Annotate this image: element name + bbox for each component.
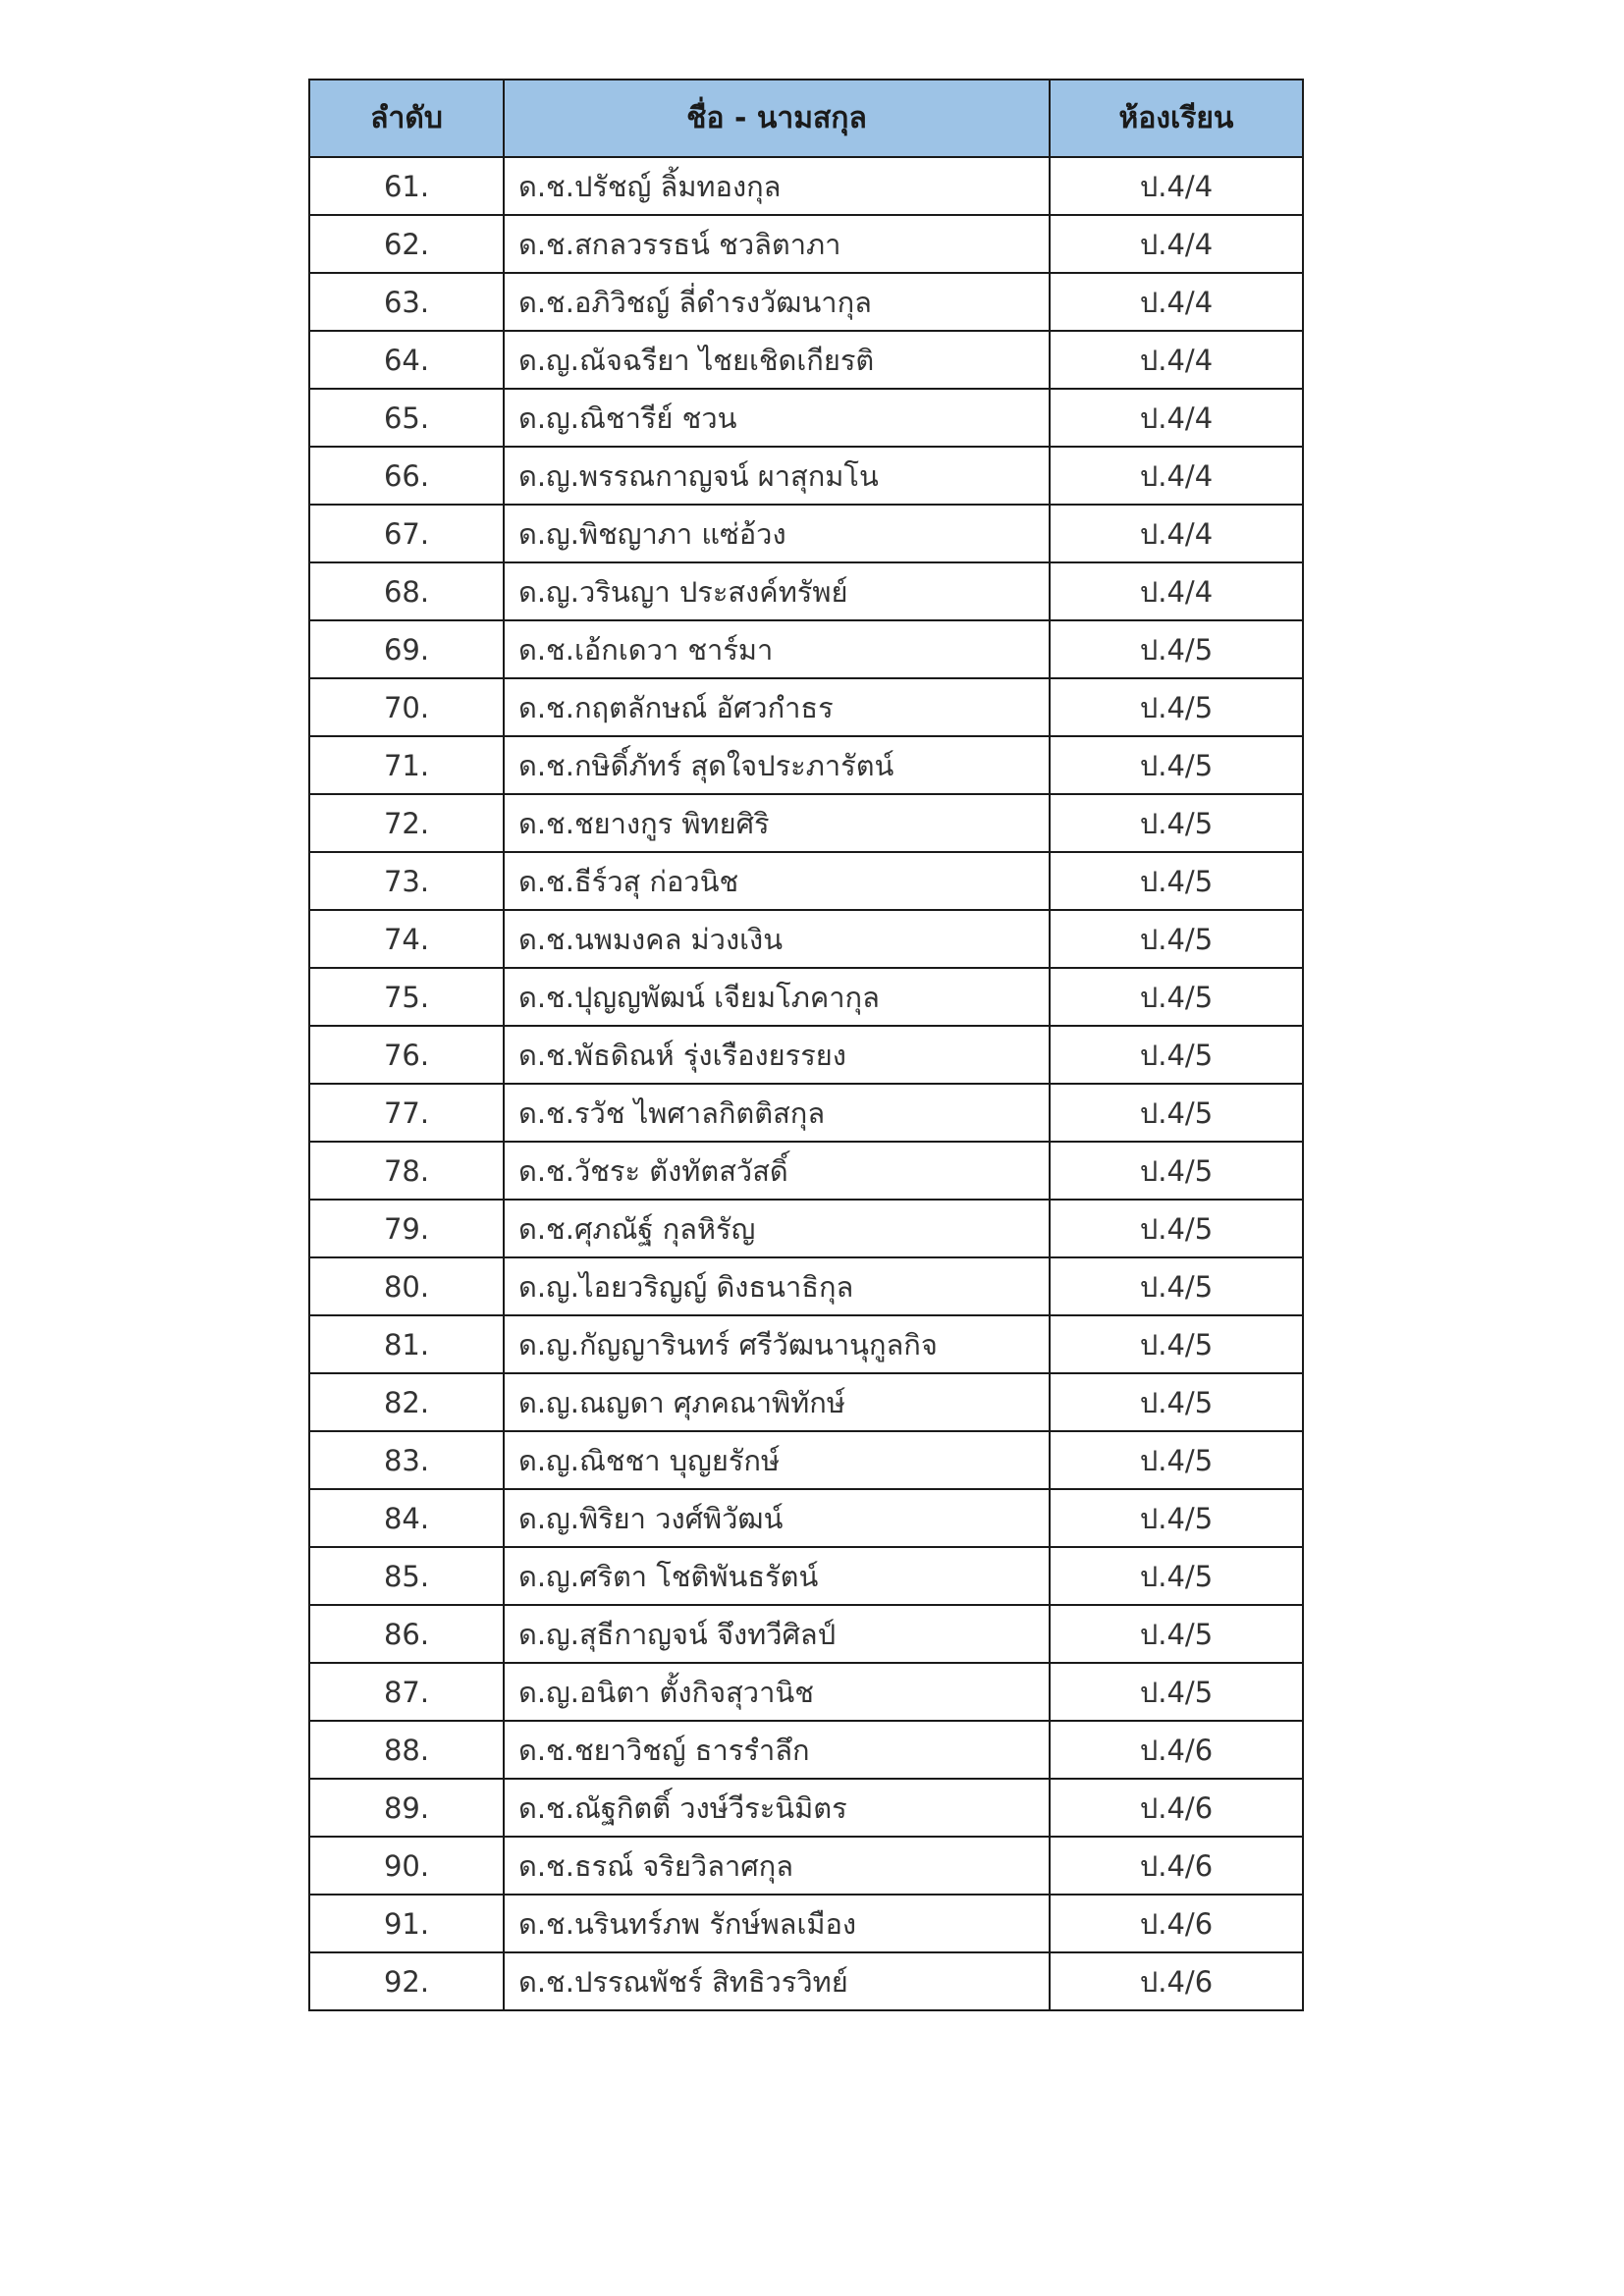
table-row xyxy=(309,1489,1303,1547)
classroom: ป.4/5 xyxy=(1050,736,1303,794)
row-number: 79. xyxy=(309,1200,504,1257)
table-row xyxy=(309,794,1303,852)
classroom: ป.4/5 xyxy=(1050,910,1303,968)
table-row xyxy=(309,620,1303,678)
student-name: ด.ญ.วรินญา ประสงค์ทรัพย์ xyxy=(504,562,1050,620)
student-name: ด.ญ.พิชญาภา แซ่อ้วง xyxy=(504,505,1050,562)
row-number: 81. xyxy=(309,1315,504,1373)
classroom: ป.4/5 xyxy=(1050,852,1303,910)
header-no: ลำดับ xyxy=(309,80,504,157)
row-number: 91. xyxy=(309,1895,504,1952)
student-name: ด.ช.อภิวิชญ์ ลี่ดำรงวัฒนากุล xyxy=(504,273,1050,331)
table-row xyxy=(309,1547,1303,1605)
row-number: 73. xyxy=(309,852,504,910)
student-name: ด.ญ.กัญญารินทร์ ศรีวัฒนานุกูลกิจ xyxy=(504,1315,1050,1373)
row-number: 61. xyxy=(309,157,504,215)
classroom: ป.4/4 xyxy=(1050,447,1303,505)
student-name: ด.ช.วัชระ ตังทัตสวัสดิ์ xyxy=(504,1142,1050,1200)
row-number: 71. xyxy=(309,736,504,794)
classroom: ป.4/5 xyxy=(1050,620,1303,678)
table-row xyxy=(309,1721,1303,1779)
classroom: ป.4/5 xyxy=(1050,1026,1303,1084)
student-name: ด.ช.นพมงคล ม่วงเงิน xyxy=(504,910,1050,968)
student-name: ด.ญ.ณัจฉรียา ไชยเชิดเกียรติ xyxy=(504,331,1050,389)
row-number: 90. xyxy=(309,1837,504,1895)
table-row xyxy=(309,505,1303,562)
row-number: 68. xyxy=(309,562,504,620)
header-name: ชื่อ - นามสกุล xyxy=(504,80,1050,157)
table-row xyxy=(309,1315,1303,1373)
classroom: ป.4/4 xyxy=(1050,562,1303,620)
student-name: ด.ญ.พิริยา วงศ์พิวัฒน์ xyxy=(504,1489,1050,1547)
row-number: 77. xyxy=(309,1084,504,1142)
table-row xyxy=(309,1200,1303,1257)
table-row xyxy=(309,910,1303,968)
student-name: ด.ช.ชยาวิชญ์ ธารรำลึก xyxy=(504,1721,1050,1779)
row-number: 76. xyxy=(309,1026,504,1084)
table-row xyxy=(309,1373,1303,1431)
classroom: ป.4/6 xyxy=(1050,1779,1303,1837)
table-row xyxy=(309,1779,1303,1837)
table-row xyxy=(309,1142,1303,1200)
student-name: ด.ช.ศุภณัฐ์ กุลหิรัญ xyxy=(504,1200,1050,1257)
row-number: 92. xyxy=(309,1952,504,2010)
classroom: ป.4/6 xyxy=(1050,1837,1303,1895)
classroom: ป.4/5 xyxy=(1050,1605,1303,1663)
table-row xyxy=(309,273,1303,331)
student-name: ด.ช.รวัช ไพศาลกิตติสกุล xyxy=(504,1084,1050,1142)
table-row xyxy=(309,157,1303,215)
table-row xyxy=(309,1026,1303,1084)
classroom: ป.4/4 xyxy=(1050,273,1303,331)
classroom: ป.4/5 xyxy=(1050,1200,1303,1257)
row-number: 69. xyxy=(309,620,504,678)
row-number: 75. xyxy=(309,968,504,1026)
row-number: 82. xyxy=(309,1373,504,1431)
student-name: ด.ญ.พรรณกาญจน์ ผาสุกมโน xyxy=(504,447,1050,505)
student-name: ด.ช.ธรณ์ จริยวิลาศกุล xyxy=(504,1837,1050,1895)
row-number: 80. xyxy=(309,1257,504,1315)
student-name: ด.ช.นรินทร์ภพ รักษ์พลเมือง xyxy=(504,1895,1050,1952)
row-number: 70. xyxy=(309,678,504,736)
classroom: ป.4/5 xyxy=(1050,1547,1303,1605)
row-number: 83. xyxy=(309,1431,504,1489)
student-name: ด.ช.ปรรณพัชร์ สิทธิวรวิทย์ xyxy=(504,1952,1050,2010)
classroom: ป.4/5 xyxy=(1050,1663,1303,1721)
classroom: ป.4/5 xyxy=(1050,794,1303,852)
table-row xyxy=(309,389,1303,447)
table-row xyxy=(309,736,1303,794)
student-name: ด.ช.ธีร์วสุ ก่อวนิช xyxy=(504,852,1050,910)
classroom: ป.4/6 xyxy=(1050,1952,1303,2010)
classroom: ป.4/5 xyxy=(1050,1489,1303,1547)
table-row xyxy=(309,562,1303,620)
row-number: 86. xyxy=(309,1605,504,1663)
student-name: ด.ช.ปรัชญ์ ลิ้มทองกุล xyxy=(504,157,1050,215)
row-number: 89. xyxy=(309,1779,504,1837)
classroom: ป.4/5 xyxy=(1050,1084,1303,1142)
student-list-table xyxy=(308,79,1304,2011)
row-number: 85. xyxy=(309,1547,504,1605)
row-number: 74. xyxy=(309,910,504,968)
table-row xyxy=(309,215,1303,273)
student-name: ด.ญ.ไอยวริญญ์ ดิงธนาธิกุล xyxy=(504,1257,1050,1315)
student-name: ด.ช.พัธดิณห์ รุ่งเรืองยรรยง xyxy=(504,1026,1050,1084)
classroom: ป.4/5 xyxy=(1050,1142,1303,1200)
row-number: 63. xyxy=(309,273,504,331)
table-row xyxy=(309,1837,1303,1895)
classroom: ป.4/5 xyxy=(1050,1431,1303,1489)
table-row xyxy=(309,1084,1303,1142)
classroom: ป.4/4 xyxy=(1050,389,1303,447)
student-name: ด.ช.ชยางกูร พิทยศิริ xyxy=(504,794,1050,852)
row-number: 72. xyxy=(309,794,504,852)
table-row xyxy=(309,447,1303,505)
classroom: ป.4/5 xyxy=(1050,678,1303,736)
classroom: ป.4/5 xyxy=(1050,1373,1303,1431)
student-name: ด.ช.ปุญญพัฒน์ เจียมโภคากุล xyxy=(504,968,1050,1026)
student-name: ด.ญ.ศริตา โชติพันธรัตน์ xyxy=(504,1547,1050,1605)
table-row xyxy=(309,678,1303,736)
row-number: 65. xyxy=(309,389,504,447)
table-row xyxy=(309,1952,1303,2010)
classroom: ป.4/4 xyxy=(1050,215,1303,273)
classroom: ป.4/5 xyxy=(1050,968,1303,1026)
row-number: 88. xyxy=(309,1721,504,1779)
classroom: ป.4/6 xyxy=(1050,1721,1303,1779)
table-row xyxy=(309,1663,1303,1721)
student-name: ด.ญ.ณิชชา บุญยรักษ์ xyxy=(504,1431,1050,1489)
classroom: ป.4/4 xyxy=(1050,331,1303,389)
row-number: 87. xyxy=(309,1663,504,1721)
row-number: 84. xyxy=(309,1489,504,1547)
row-number: 62. xyxy=(309,215,504,273)
classroom: ป.4/4 xyxy=(1050,505,1303,562)
header-row xyxy=(309,80,1303,157)
table-row xyxy=(309,1605,1303,1663)
student-name: ด.ช.สกลวรรธน์ ชวลิตาภา xyxy=(504,215,1050,273)
table-row xyxy=(309,968,1303,1026)
student-name: ด.ช.กษิดิ์ภัทร์ สุดใจประภารัตน์ xyxy=(504,736,1050,794)
row-number: 67. xyxy=(309,505,504,562)
table-body xyxy=(309,157,1303,2010)
table-row xyxy=(309,331,1303,389)
student-name: ด.ญ.ณิชารีย์ ชวน xyxy=(504,389,1050,447)
classroom: ป.4/6 xyxy=(1050,1895,1303,1952)
row-number: 64. xyxy=(309,331,504,389)
classroom: ป.4/5 xyxy=(1050,1257,1303,1315)
table-row xyxy=(309,1431,1303,1489)
student-name: ด.ช.เอ้กเดวา ชาร์มา xyxy=(504,620,1050,678)
student-name: ด.ญ.อนิตา ตั้งกิจสุวานิช xyxy=(504,1663,1050,1721)
classroom: ป.4/5 xyxy=(1050,1315,1303,1373)
student-name: ด.ญ.ณญดา ศุภคณาพิทักษ์ xyxy=(504,1373,1050,1431)
header-room: ห้องเรียน xyxy=(1050,80,1303,157)
table-row xyxy=(309,1257,1303,1315)
classroom: ป.4/4 xyxy=(1050,157,1303,215)
table-row xyxy=(309,852,1303,910)
student-name: ด.ญ.สุธีกาญจน์ จึงทวีศิลป์ xyxy=(504,1605,1050,1663)
row-number: 66. xyxy=(309,447,504,505)
table-row xyxy=(309,1895,1303,1952)
table-header xyxy=(309,80,1303,157)
student-name: ด.ช.ณัฐกิตติ์ วงษ์วีระนิมิตร xyxy=(504,1779,1050,1837)
student-name: ด.ช.กฤตลักษณ์ อัศวกำธร xyxy=(504,678,1050,736)
row-number: 78. xyxy=(309,1142,504,1200)
